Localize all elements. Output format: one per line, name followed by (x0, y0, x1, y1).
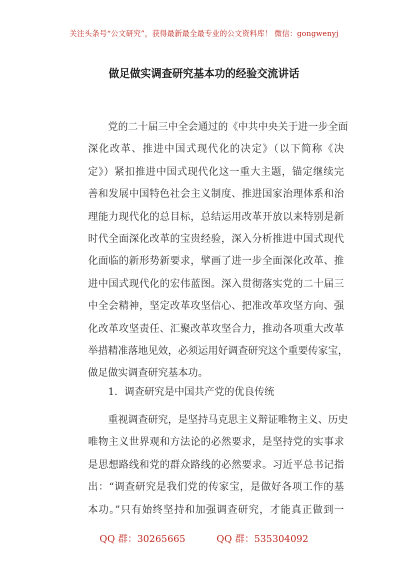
paragraph-1-line: 中全会精神，坚定改革攻坚信心、把准改革攻坚方向、强 (88, 301, 344, 313)
paragraph-2-line: 是思想路线和党的群众路线的必然要求。习近平总书记指 (88, 459, 344, 471)
paragraph-2 (88, 410, 348, 522)
paragraph-2-line: 重视调查研究，是坚持马克思主义辩证唯物主义、历史 (108, 415, 348, 426)
section-heading: 1．调查研究是中国共产党的优良传统 (108, 387, 275, 398)
footer-qq-group-2: QQ 群：535304092 (216, 534, 309, 545)
paragraph-1-line: 理能力现代化的总目标，总结运用改革开放以来特别是新 (88, 211, 344, 223)
paragraph-2-line: 唯物主义世界观和方法论的必然要求，是坚持党的实事求 (88, 437, 344, 449)
footer-banner (0, 531, 408, 545)
paragraph-1 (88, 117, 348, 386)
paragraph-1-line: 时代全面深化改革的宝贵经验，深入分析推进中国式现代 (88, 233, 344, 245)
paragraph-1-line: 举措精准落地见效，必须运用好调查研究这个重要传家宝， (88, 345, 348, 357)
paragraph-2-line: 本功。”只有始终坚持和加强调查研究，才能真正做到一 (88, 504, 344, 516)
paragraph-1-line: 善和发展中国特色社会主义制度、推进国家治理体系和治 (88, 189, 344, 201)
paragraph-1-line: 深化改革、推进中国式现代化的决定》（以下简称《决 (88, 144, 344, 156)
paragraph-1-line: 做足做实调查研究基本功。 (88, 368, 208, 380)
paragraph-1-line: 党的二十届三中全会通过的《中共中央关于进一步全面 (108, 122, 348, 133)
paragraph-1-line: 化面临的新形势新要求，擘画了进一步全面深化改革、推 (88, 256, 344, 268)
header-banner: 关注头条号“公文研究”，获得最新最全最专业的公文资料库！ 微信：gongwenyj (69, 29, 339, 38)
document-title: 做足做实调查研究基本功的经验交流讲话 (108, 68, 300, 80)
paragraph-2-line: 出：“调查研究是我们党的传家宝，是做好各项工作的基 (88, 482, 344, 494)
footer-qq-group-1: QQ 群：30265665 (99, 534, 186, 545)
paragraph-1-line: 进中国式现代化的宏伟蓝图。深入贯彻落实党的二十届三 (88, 278, 344, 290)
paragraph-1-line: 化改革攻坚责任、汇聚改革攻坚合力，推动各项重大改革 (88, 323, 344, 335)
paragraph-1-line: 定》）紧扣推进中国式现代化这一重大主题，锚定继续完 (88, 166, 344, 178)
